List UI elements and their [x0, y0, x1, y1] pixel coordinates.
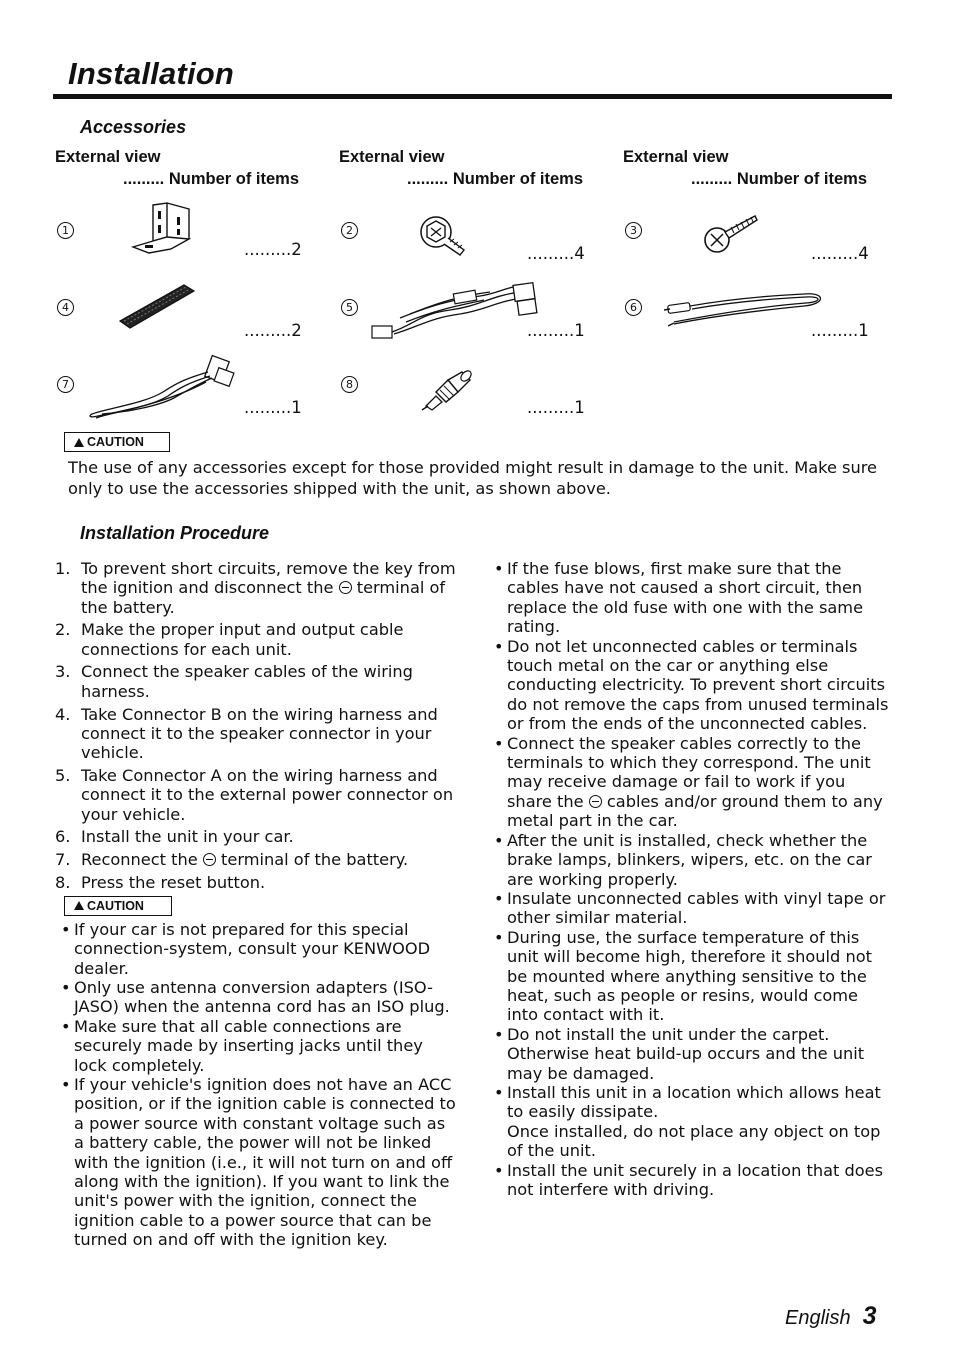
number-of-items-label: ......... Number of items: [123, 170, 300, 188]
list-item: • Connect the speaker cables correctly to the terminals to which they correspond. The unit may receive damage or fail to work if you share the cables and/or ground them to any metal part in the car.: [494, 734, 892, 831]
list-item: • After the unit is installed, check whether the brake lamps, blinkers, wipers, etc. on the car are working properly.: [494, 831, 892, 889]
item-count-5: .........1: [527, 321, 585, 340]
item-number-5: 5: [341, 299, 358, 316]
number-of-items-label: ......... Number of items: [407, 170, 584, 188]
column-heading-2: [339, 146, 583, 190]
procedure-steps: [55, 559, 457, 892]
item-count-3: .........4: [811, 244, 869, 263]
list-item: • During use, the surface temperature of this unit will become high, therefore it should not be mounted where anything sensitive to the heat, such as people or resins, would come into contact with it.: [494, 928, 892, 1025]
warning-triangle-icon: [74, 901, 84, 910]
velcro-strip-icon: [118, 283, 196, 331]
list-item: • Do not let unconnected cables or terminals touch metal on the car or anything else conducting electricity. To prevent short circuits do not remove the caps from unused terminals or from the ends of the unconnected cables.: [494, 637, 892, 734]
title-rule: [53, 94, 892, 99]
caution-label: CAUTION: [87, 898, 144, 913]
step-item: 3. Connect the speaker cables of the wiring harness.: [55, 662, 413, 701]
step-item: 4. Take Connector B on the wiring harness and connect it to the speaker connector in your vehicle.: [55, 704, 438, 763]
power-cable-icon: [88, 352, 238, 420]
external-view-label: External view: [623, 148, 729, 166]
step-item: 1. To prevent short circuits, remove the key from the ignition and disconnect the terminal of the battery.: [55, 559, 456, 617]
list-item: • Do not install the unit under the carpet. Otherwise heat build-up occurs and the unit may be damaged.: [494, 1025, 892, 1083]
item-number-2: 2: [341, 222, 358, 239]
caution-badge: [64, 896, 172, 916]
column-heading-1: [55, 146, 299, 190]
item-count-6: .........1: [811, 321, 869, 340]
page-title: Installation: [68, 56, 235, 91]
external-view-label: External view: [339, 148, 445, 166]
list-item: • Insulate unconnected cables with vinyl tape or other similar material.: [494, 889, 892, 928]
step-item: 5. Take Connector A on the wiring harness and connect it to the external power connector on your vehicle.: [55, 765, 454, 824]
item-number-8: 8: [341, 376, 358, 393]
step-item: 7. Reconnect the terminal of the battery.: [55, 850, 409, 870]
right-column: [494, 559, 892, 1199]
caution-label: CAUTION: [87, 435, 144, 449]
tapping-screw-icon: [703, 212, 761, 254]
antenna-adapter-icon: [422, 370, 474, 412]
warning-triangle-icon: [74, 438, 84, 447]
left-caution-list: [61, 920, 457, 1250]
minus-terminal-icon: [339, 581, 352, 594]
item-number-4: 4: [57, 299, 74, 316]
list-item: • If the fuse blows, first make sure that the cables have not caused a short circuit, then replace the old fuse with one with the same rating.: [494, 559, 892, 637]
item-count-4: .........2: [244, 321, 302, 340]
list-item: • If your vehicle's ignition does not have an ACC position, or if the ignition cable is connected to a power source with constant voltage such as a battery cable, the power will not be linked with the ignition (i.e., it will not turn on and off along with the ignition). If you want to link the unit's power with the ignition, connect the ignition cable to a power source that can be turned on and off with the ignition key.: [61, 1075, 457, 1250]
page-footer: [785, 1302, 877, 1331]
list-item: • Only use antenna conversion adapters (ISO-JASO) when the antenna cord has an ISO plug.: [61, 978, 457, 1017]
wiring-harness-icon: [370, 278, 540, 346]
item-count-2: .........4: [527, 244, 585, 263]
minus-terminal-icon: [589, 795, 602, 808]
flange-bolt-icon: [420, 212, 470, 258]
list-item: • Install the unit securely in a location that does not interfere with driving.: [494, 1161, 892, 1200]
item-count-7: .........1: [244, 398, 302, 417]
left-column: [55, 559, 457, 1250]
item-number-1: 1: [57, 222, 74, 239]
item-number-3: 3: [625, 222, 642, 239]
accessories-caution-text: The use of any accessories except for those provided might result in damage to the unit. Make sure only to use the accessories shipped with the unit, as shown above.: [68, 458, 878, 498]
step-item: 2. Make the proper input and output cable connections for each unit.: [55, 620, 404, 659]
right-caution-list: [494, 559, 892, 1199]
list-item: • Install this unit in a location which allows heat to easily dissipate. Once installed, do not place any object on top of the unit.: [494, 1083, 892, 1161]
item-count-1: .........2: [244, 240, 302, 259]
item-number-7: 7: [57, 376, 74, 393]
external-view-label: External view: [55, 148, 161, 166]
procedure-heading: Installation Procedure: [80, 523, 270, 543]
footer-language: English: [785, 1307, 851, 1329]
number-of-items-label: ......... Number of items: [691, 170, 868, 188]
mounting-bracket-icon: [131, 203, 191, 255]
minus-terminal-icon: [203, 853, 216, 866]
antenna-cable-icon: [664, 286, 824, 334]
page-number: 3: [862, 1302, 877, 1330]
item-count-8: .........1: [527, 398, 585, 417]
accessories-heading: Accessories: [80, 117, 187, 137]
list-item: • Make sure that all cable connections are securely made by inserting jacks until they lock completely.: [61, 1017, 457, 1075]
item-number-6: 6: [625, 299, 642, 316]
column-heading-3: [623, 146, 867, 190]
step-item: 6. Install the unit in your car.: [55, 827, 294, 847]
step-item: 8. Press the reset button.: [55, 872, 266, 892]
caution-badge: [64, 432, 170, 452]
list-item: • If your car is not prepared for this special connection-system, consult your KENWOOD dealer.: [61, 920, 457, 978]
